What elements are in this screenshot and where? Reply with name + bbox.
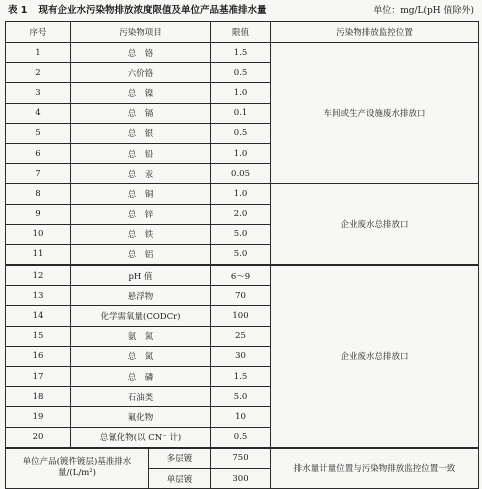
row-item: 总 汞 [71,164,211,184]
row-limit: 1.5 [211,367,271,387]
single-layer-value: 300 [211,468,271,488]
table-row [6,43,479,63]
row-limit: 0.05 [211,164,271,184]
row-item: 六价铬 [71,63,211,83]
row-limit: 0.1 [211,103,271,123]
row-seq: 17 [6,367,71,387]
row-item: 石油类 [71,387,211,407]
row-limit: 2.0 [211,204,271,224]
row-seq: 11 [6,244,71,265]
monitor-position: 车间或生产设施废水排放口 [271,43,479,184]
table-unit: 单位：mg/L(pH 值除外) [373,6,474,16]
row-seq: 10 [6,224,71,244]
table-caption [8,3,478,19]
row-item: 氨 氮 [71,326,211,346]
row-limit: 1.5 [211,43,271,63]
monitor-position: 企业废水总排放口 [271,265,479,448]
monitor-position: 企业废水总排放口 [271,184,479,265]
table-row [6,184,479,204]
row-item: 总 锌 [71,204,211,224]
row-seq: 3 [6,83,71,103]
row-seq: 12 [6,265,71,286]
row-seq: 20 [6,427,71,448]
row-seq: 4 [6,103,71,123]
row-seq: 13 [6,286,71,306]
row-item: 总 铝 [71,244,211,265]
row-item: 总 铜 [71,184,211,204]
row-item: 总 磷 [71,367,211,387]
emission-limits-table [5,21,479,489]
header-position: 污染物排放监控位置 [271,22,479,43]
drainage-row-multi [6,448,479,469]
row-item: 化学需氧量(CODCr) [71,306,211,326]
row-limit: 5.0 [211,387,271,407]
row-seq: 16 [6,346,71,366]
row-seq: 18 [6,387,71,407]
row-limit: 1.0 [211,184,271,204]
row-limit: 0.5 [211,427,271,448]
row-seq: 1 [6,43,71,63]
row-limit: 10 [211,407,271,427]
row-item: 总氰化物(以 CN⁻ 计) [71,427,211,448]
row-limit: 5.0 [211,224,271,244]
table-title: 现有企业水污染物排放浓度限值及单位产品基准排水量 [38,5,267,16]
drainage-position: 排水量计量位置与污染物排放监控位置一致 [271,448,479,489]
row-seq: 7 [6,164,71,184]
row-item: pH 值 [71,265,211,286]
row-limit: 100 [211,306,271,326]
multi-layer-label: 多层镀 [149,448,211,469]
row-item: 总 镍 [71,83,211,103]
row-item: 总 氮 [71,346,211,366]
table-row [6,265,479,286]
row-seq: 6 [6,143,71,163]
single-layer-label: 单层镀 [149,468,211,488]
row-item: 总 铬 [71,43,211,63]
header-item: 污染物项目 [71,22,211,43]
row-limit: 30 [211,346,271,366]
row-seq: 9 [6,204,71,224]
row-limit: 6～9 [211,265,271,286]
row-limit: 1.0 [211,143,271,163]
header-row [6,22,479,43]
row-item: 总 铁 [71,224,211,244]
header-limit: 限值 [211,22,271,43]
table-number: 表 1 [8,5,28,16]
row-seq: 15 [6,326,71,346]
row-item: 总 铅 [71,143,211,163]
header-seq: 序号 [6,22,71,43]
multi-layer-value: 750 [211,448,271,469]
row-limit: 5.0 [211,244,271,265]
row-limit: 0.5 [211,123,271,143]
row-item: 总 银 [71,123,211,143]
row-seq: 14 [6,306,71,326]
row-limit: 1.0 [211,83,271,103]
drainage-label: 单位产品(镀件镀层)基准排水量/(L/m²) [6,448,149,489]
row-seq: 19 [6,407,71,427]
row-limit: 70 [211,286,271,306]
row-item: 氟化物 [71,407,211,427]
row-limit: 0.5 [211,63,271,83]
row-seq: 8 [6,184,71,204]
row-seq: 2 [6,63,71,83]
row-seq: 5 [6,123,71,143]
row-item: 悬浮物 [71,286,211,306]
row-limit: 25 [211,326,271,346]
row-item: 总 镉 [71,103,211,123]
